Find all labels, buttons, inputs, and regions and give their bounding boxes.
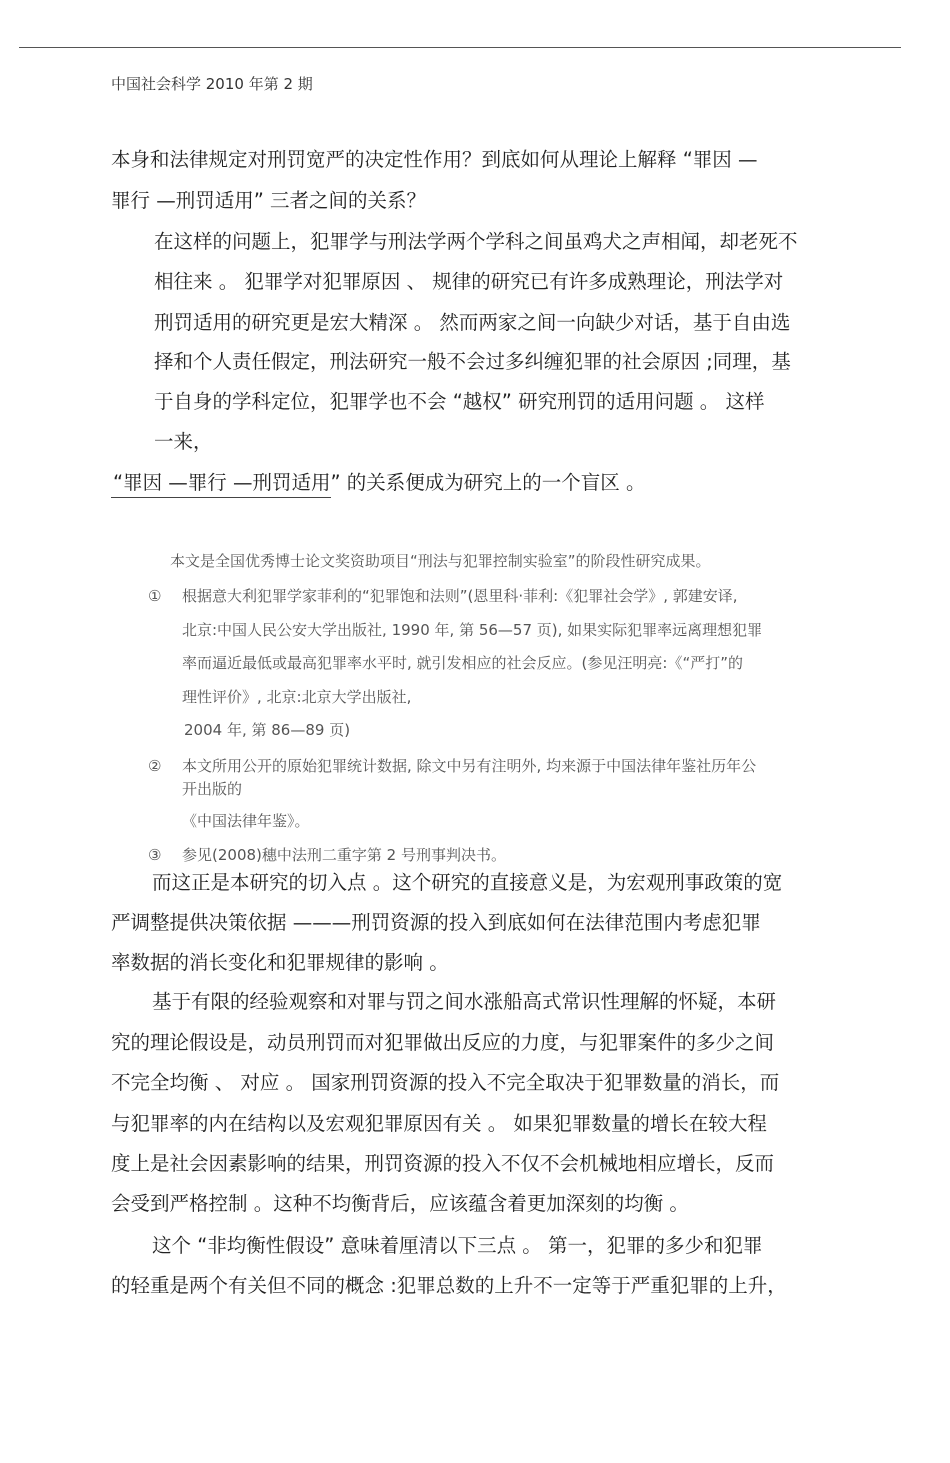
footnote-line: 参见(2008)穗中法刑二重字第 2 号刑事判决书。 [182,846,506,864]
footnote-line: 率而逼近最低或最高犯罪率水平时, 就引发相应的社会反应。(参见汪明亮:《“严打”的 [182,654,743,672]
footnote-line: 北京:中国人民公安大学出版社, 1990 年, 第 56—57 页), 如果实际犯罪率远离理想犯罪 [182,621,763,639]
body-line: 择和个人责任假定，刑法研究一般不会过多纠缠犯罪的社会原因 ;同理，基 [154,350,791,373]
running-head: 中国社会科学 2010 年第 2 期 [111,75,313,93]
body-line: 严调整提供决策依据 ———刑罚资源的投入到底如何在法律范围内考虑犯罪 [111,911,761,934]
body-line: 究的理论假设是，动员刑罚而对犯罪做出反应的力度，与犯罪案件的多少之间 [111,1031,775,1054]
body-line: 的轻重是两个有关但不同的概念 :犯罪总数的上升不一定等于严重犯罪的上升， [111,1274,787,1297]
body-line: 本身和法律规定对刑罚宽严的决定性作用？到底如何从理论上解释 “罪因 — [111,148,758,171]
header-rule [19,47,901,48]
footnote-line: 2004 年, 第 86—89 页) [184,721,351,739]
body-line: “罪因 —罪行 —刑罚适用” 的关系便成为研究上的一个盲区 。 [113,471,646,494]
footnote-line: 本文所用公开的原始犯罪统计数据, 除文中另有注明外, 均来源于中国法律年鉴社历年公 [182,757,757,775]
footnote-mark: ② [148,757,162,775]
funding-note: 本文是全国优秀博士论文奖资助项目“刑法与犯罪控制实验室”的阶段性研究成果。 [170,552,711,570]
footnote-line: 开出版的 [182,780,243,798]
body-line: 度上是社会因素影响的结果，刑罚资源的投入不仅不会机械地相应增长，反而 [111,1152,775,1175]
footnote-mark: ③ [148,846,162,864]
footnote-mark: ① [148,587,162,605]
body-line: 相往来 。 犯罪学对犯罪原因 、 规律的研究已有许多成熟理论，刑法学对 [154,270,784,293]
body-line: 一来， [154,430,213,453]
body-line: 率数据的消长变化和犯罪规律的影响 。 [111,951,449,974]
body-line: 会受到严格控制 。这种不均衡背后，应该蕴含着更加深刻的均衡 。 [111,1192,689,1215]
body-line: 于自身的学科定位，犯罪学也不会 “越权” 研究刑罚的适用问题 。 这样 [154,390,765,413]
footnote-line: 《中国法律年鉴》。 [182,812,310,830]
footnote-line: 根据意大利犯罪学家菲利的“犯罪饱和法则”(恩里科·菲利:《犯罪社会学》, 郭建安译, [182,587,738,605]
footnote-rule [111,497,331,498]
body-line: 与犯罪率的内在结构以及宏观犯罪原因有关 。 如果犯罪数量的增长在较大程 [111,1112,767,1135]
footnote-line: 理性评价》, 北京:北京大学出版社, [182,688,412,706]
body-line: 不完全均衡 、 对应 。 国家刑罚资源的投入不完全取决于犯罪数量的消长，而 [111,1071,780,1094]
body-line: 刑罚适用的研究更是宏大精深 。 然而两家之间一向缺少对话，基于自由选 [154,311,791,334]
body-line: 这个 “非均衡性假设” 意味着厘清以下三点 。 第一，犯罪的多少和犯罪 [152,1234,763,1257]
body-line: 罪行 —刑罚适用” 三者之间的关系？ [111,189,426,212]
body-line: 基于有限的经验观察和对罪与罚之间水涨船高式常识性理解的怀疑，本研 [152,990,777,1013]
body-line: 而这正是本研究的切入点 。这个研究的直接意义是，为宏观刑事政策的宽 [152,871,783,894]
body-line: 在这样的问题上，犯罪学与刑法学两个学科之间虽鸡犬之声相闻，却老死不 [154,230,798,253]
